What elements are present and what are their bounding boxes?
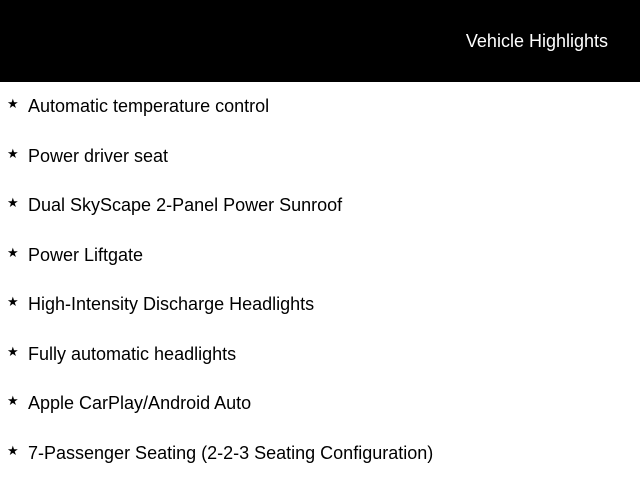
- list-item-label: Fully automatic headlights: [28, 344, 237, 364]
- list-item: [0, 94, 640, 118]
- list-item-label: Power driver seat: [28, 146, 169, 166]
- star-icon: ★: [7, 195, 19, 210]
- list-item: [0, 391, 640, 415]
- star-icon: ★: [7, 443, 19, 458]
- star-icon: ★: [7, 146, 19, 161]
- star-icon: ★: [7, 344, 19, 359]
- list-item: [0, 342, 640, 366]
- header-bar: [0, 0, 640, 82]
- list-item-label: Apple CarPlay/Android Auto: [28, 393, 252, 413]
- list-item: [0, 193, 640, 217]
- list-item-label: 7-Passenger Seating (2-2-3 Seating Configuration): [28, 443, 434, 463]
- page-title: Vehicle Highlights: [465, 31, 608, 51]
- list-item: [0, 441, 640, 465]
- list-item: [0, 243, 640, 267]
- list-item-label: Automatic temperature control: [28, 96, 270, 116]
- star-icon: ★: [7, 393, 19, 408]
- list-item-label: High-Intensity Discharge Headlights: [28, 294, 315, 314]
- star-icon: ★: [7, 96, 19, 111]
- star-icon: ★: [7, 294, 19, 309]
- star-icon: ★: [7, 245, 19, 260]
- list-item-label: Dual SkyScape 2-Panel Power Sunroof: [28, 195, 343, 215]
- list-item-label: Power Liftgate: [28, 245, 144, 265]
- list-item: [0, 292, 640, 316]
- list-item: [0, 144, 640, 168]
